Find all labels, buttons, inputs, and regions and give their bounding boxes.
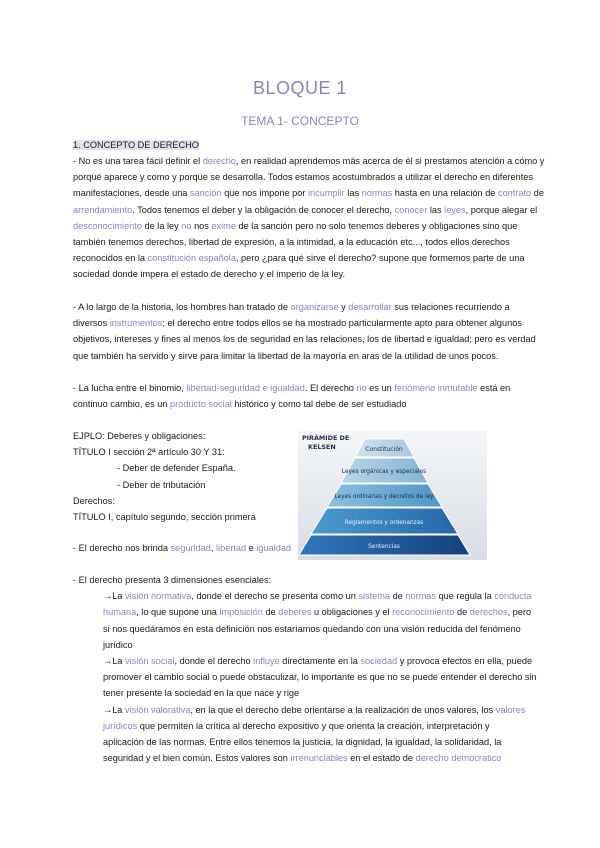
text-run: de la ley	[141, 220, 182, 231]
text-run: sus relaciones recurriendo a	[391, 302, 510, 312]
text-run: promover el cambio social o puede obstaculizar, lo importante es que no se puede entender el derecho sin	[103, 672, 537, 683]
text-run: , donde el derecho	[174, 656, 254, 667]
text-line	[73, 315, 529, 331]
text-run: , pero ¿para qué sirve el derecho? supone que formemos parte de una	[235, 253, 525, 264]
pyramid-heading-word-1: PIRÁMIDE DE	[302, 434, 350, 442]
example-block	[73, 428, 293, 525]
text-run: y provoca efectos en ella, puede	[397, 656, 533, 667]
page-subtitle: TEMA 1- CONCEPTO	[241, 114, 359, 128]
pyramid-heading-word-2: KELSEN	[308, 443, 336, 451]
text-run: , en la que el derecho debe orientarse a la realización de unos valores, los	[190, 704, 496, 715]
text-line	[73, 169, 533, 185]
dimension-social	[73, 653, 537, 702]
text-run: objetivos, intereses y fines al menos los de seguridad en las relaciones, los de libertad e igualdad; pero es verdad	[73, 334, 536, 345]
keyword: influye	[253, 656, 280, 667]
pyramid-level-3: Leyes ordinarias y decretos de ley	[334, 494, 434, 500]
text-line	[73, 250, 529, 266]
text-run: . El derecho	[304, 383, 357, 393]
keyword: irrenunciables	[290, 753, 348, 764]
text-line	[73, 266, 529, 282]
text-run: de	[531, 188, 544, 199]
text-run: ; el derecho entre todos ellos se ha mostrado particularmente apto para obtener algunos	[162, 318, 522, 329]
text-line	[103, 621, 529, 637]
text-line	[73, 153, 545, 169]
text-run: está en	[477, 383, 511, 393]
text-line	[73, 348, 529, 364]
text-run: de	[262, 607, 279, 618]
keyword: conocer	[394, 204, 428, 215]
keyword: derecho democratico	[415, 753, 502, 764]
text-run: diversos	[73, 318, 110, 329]
keyword: derechos	[469, 607, 508, 618]
text-run: las	[344, 188, 362, 199]
text-run: en el estado de	[347, 753, 416, 764]
text-run: aplicación de las normas. Entre ellos tenemos la justicia, la dignidad, la igualdad, la solidaridad, la	[103, 737, 502, 748]
text-run: - El derecho nos brinda	[73, 543, 171, 553]
keyword: no	[181, 220, 192, 231]
text-run: . Todos tenemos el deber y la obligación de conocer el derecho,	[132, 204, 395, 215]
text-line	[103, 669, 537, 685]
dimension-valorative	[73, 702, 529, 767]
keyword: no	[356, 383, 367, 393]
text-run: sociedad donde impera el estado de derecho y el imperio de la ley.	[73, 269, 346, 280]
pyramid-level-2: Leyes orgánicas y especiales	[341, 469, 427, 475]
text-line	[103, 702, 529, 718]
text-run: , en realidad aprendemos más acerca de él si prestamos atención a cómo y	[235, 156, 545, 166]
text-run: jurídico	[103, 639, 133, 650]
text-line	[73, 396, 529, 412]
text-line	[103, 750, 529, 766]
text-run: de la sanción pero no solo tenemos deberes y obligaciones sino que	[235, 220, 518, 231]
text-run: y	[338, 302, 349, 312]
keyword: arrendamiento	[73, 204, 133, 215]
keyword: igualdad	[256, 543, 292, 553]
text-run: reconocidos en la	[73, 253, 148, 264]
keyword: jurídicos	[103, 720, 138, 731]
example-line-2: TÍTULO I sección 2ª artículo 30 Y 31:	[73, 447, 225, 458]
text-run: , lo que supone una	[136, 607, 220, 618]
keyword: libertad	[216, 543, 247, 553]
text-run: u obligaciones y el	[311, 607, 393, 618]
paragraph-1	[73, 153, 545, 283]
text-line	[73, 380, 529, 396]
text-line	[73, 218, 529, 234]
text-run: si nos quedáramos en esta definición nos estaríamos quedando con una visión reducida del fenómeno	[103, 623, 521, 634]
keyword: normas	[405, 591, 437, 602]
keyword: valores	[495, 704, 526, 715]
keyword: visión social	[124, 656, 175, 667]
keyword: humana	[103, 607, 137, 618]
text-line	[73, 299, 529, 315]
text-line	[103, 653, 533, 669]
keyword: deberes	[278, 607, 312, 618]
keyword: libertad-seguridad e igualdad	[186, 383, 305, 393]
paragraph-3	[73, 380, 529, 412]
text-run: tener presente la sociedad en la que nace y rige	[103, 688, 300, 699]
text-run: que nos impone por	[221, 188, 308, 199]
text-run: seguridad y el bien común. Estos valores son	[103, 753, 291, 764]
dimensions-intro: - El derecho presenta 3 dimensiones esenciales:	[73, 575, 272, 585]
text-line	[73, 202, 538, 218]
dimension-normative	[73, 588, 532, 653]
keyword: organizarse	[290, 302, 339, 312]
text-run: ,	[210, 543, 217, 553]
text-run: que regula la	[436, 591, 495, 602]
keyword: desarrollar	[348, 302, 392, 312]
text-run: - La lucha entre el binomio,	[73, 383, 187, 393]
text-run: hasta en una relación de	[392, 188, 498, 199]
section-heading: 1. CONCEPTO DE DERECHO	[73, 140, 199, 150]
keyword: reconocimiento	[392, 607, 455, 618]
text-run: nos	[191, 220, 212, 231]
text-run: - No es una tarea fácil definir el	[73, 156, 203, 166]
text-run: , pero	[507, 607, 532, 618]
keyword: constitución española	[147, 253, 236, 264]
keyword: visión valorativa	[124, 704, 191, 715]
text-run: también tenemos derechos, libertad de expresión, a la intimidad, a la educación etc..., todos ellos derechos	[73, 237, 510, 248]
text-run: continuo cambio, es un	[73, 399, 171, 410]
section-heading-block	[73, 137, 529, 153]
example-bullet-1: - Deber de defender España.	[117, 463, 236, 474]
text-run: porqué aparece y como y porque se desarrolla. Todos estamos acostumbrados a utilizar el derecho en diferentes	[73, 172, 533, 183]
text-run: manifestaciones, desde una	[73, 188, 190, 199]
kelsen-pyramid-image	[298, 431, 487, 560]
text-run: que permiten la crítica al derecho expositivo y que orienta la creación, interpretación y	[137, 720, 490, 731]
text-run: - A lo largo de la historia, los hombres han tratado de	[73, 302, 291, 312]
pyramid-level-4: Reglamentos y ordenanzas	[344, 520, 424, 526]
keyword: sistema	[358, 591, 391, 602]
text-line	[73, 331, 536, 347]
text-run: de	[454, 607, 470, 618]
text-run: de	[390, 591, 406, 602]
keyword: fenómeno inmutable	[394, 383, 478, 393]
keyword: conducta	[494, 591, 532, 602]
example-line-3: Derechos:	[73, 495, 115, 506]
text-run: las	[427, 204, 445, 215]
text-line	[103, 588, 532, 604]
example-line-4: TÍTULO I, capítulo segundo, sección primera	[73, 512, 256, 523]
text-run: , porque alegar el	[465, 204, 538, 215]
text-run: e	[246, 543, 257, 553]
keyword: imposición	[219, 607, 263, 618]
text-run: →La	[103, 591, 125, 602]
keyword: incumplir	[307, 188, 345, 199]
keyword: sanción	[189, 188, 222, 199]
example-bullet-2: - Deber de tributación	[117, 479, 206, 490]
text-run: →La	[103, 656, 125, 667]
keyword: desconocimiento	[73, 220, 142, 231]
text-line	[73, 234, 529, 250]
page-title: BLOQUE 1	[252, 78, 348, 98]
keyword: producto social	[170, 399, 232, 410]
paragraph-2	[73, 299, 536, 364]
dimensions-block	[73, 572, 537, 766]
text-line	[73, 185, 544, 201]
keyword: seguridad	[170, 543, 211, 553]
example-line-1: EJPLO: Deberes y obligaciones:	[73, 431, 206, 441]
text-run: →La	[103, 704, 125, 715]
text-run: es un	[366, 383, 395, 393]
text-run: que también ha servido y sirve para limitar la libertad de la mayoría en aras de la utilidad de unos pocos.	[73, 350, 499, 361]
text-run: , donde el derecho se presenta como un	[191, 591, 359, 602]
keyword: visión normativa	[124, 591, 192, 602]
text-line	[103, 637, 529, 653]
keyword: contrato	[497, 188, 532, 199]
text-line	[103, 685, 529, 701]
keyword: sociedad	[360, 656, 398, 667]
keyword: derecho	[202, 156, 236, 166]
keyword: instrumentos	[109, 318, 163, 329]
text-run: histórico y como tal debe de ser estudiado	[231, 399, 407, 410]
text-run: directamente en la	[279, 656, 361, 667]
pyramid-level-1: Constitución	[365, 446, 403, 453]
keyword: leyes	[444, 204, 466, 215]
text-line	[103, 718, 529, 734]
text-line	[103, 604, 532, 620]
keyword: normas	[361, 188, 393, 199]
keyword: exime	[211, 220, 236, 231]
pyramid-level-5: Sentencias	[368, 544, 400, 550]
text-line	[103, 734, 529, 750]
